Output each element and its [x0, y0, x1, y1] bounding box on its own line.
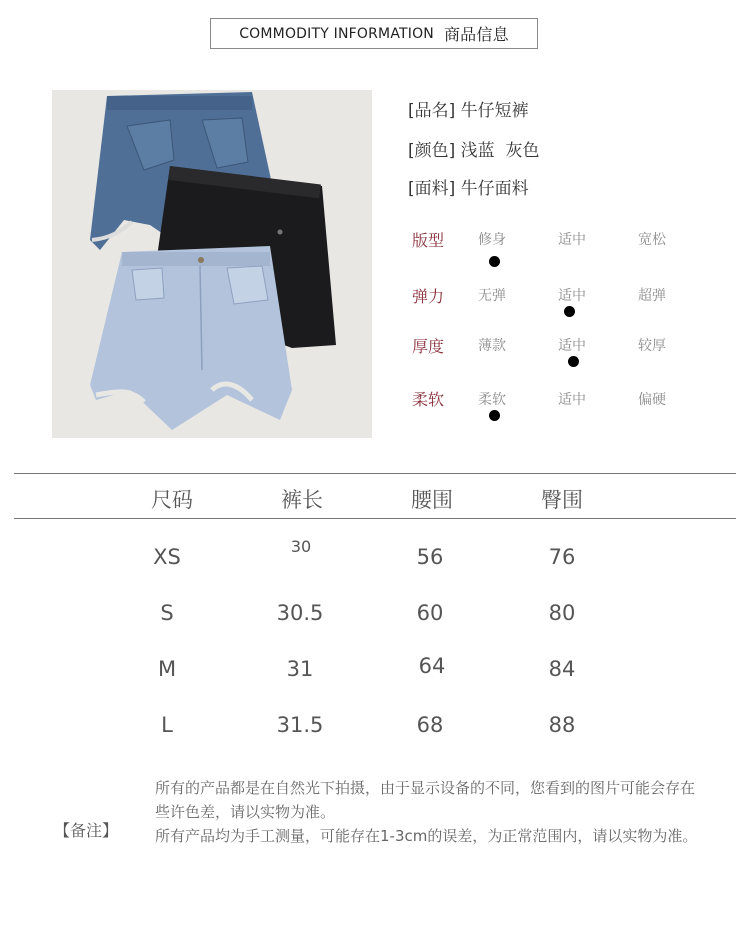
param-label-thickness: 厚度: [412, 337, 445, 356]
note-text-2: 所有产品均为手工测量，可能存在1-3cm的误差，为正常范围内，请以实物为准。: [155, 827, 698, 845]
param-elasticity-indicator-dot: [564, 306, 575, 317]
color-value: 浅蓝 灰色: [460, 141, 540, 161]
info-fabric: [408, 174, 529, 199]
param-thickness-option-2: 较厚: [638, 338, 666, 354]
cell-length: 30: [290, 537, 312, 556]
header-title-cn: 商品信息: [443, 25, 509, 44]
size-table-header-hip: 臀围: [541, 488, 583, 512]
param-elasticity-option-2: 超弹: [638, 288, 666, 304]
info-product-name: [408, 96, 529, 121]
product-photo: [52, 90, 372, 438]
cell-length: 31: [286, 657, 314, 681]
cell-hip: 84: [548, 657, 576, 681]
param-softness-indicator-dot: [489, 410, 500, 421]
commodity-info-header: [210, 18, 538, 49]
cell-length: 30.5: [276, 601, 324, 625]
cell-size: M: [157, 657, 177, 681]
table-header-rule: [14, 518, 736, 519]
param-elasticity-option-1: 适中: [558, 288, 586, 304]
param-fit-option-0: 修身: [478, 232, 506, 248]
cell-size: XS: [153, 545, 181, 569]
param-softness-option-1: 适中: [558, 392, 586, 408]
cell-waist: 68: [416, 713, 444, 737]
param-thickness-option-0: 薄款: [478, 338, 506, 354]
param-softness-option-0: 柔软: [478, 392, 506, 408]
cell-size: L: [161, 713, 173, 737]
table-top-rule: [14, 473, 736, 474]
param-softness-option-2: 偏硬: [638, 392, 666, 408]
param-fit-option-2: 宽松: [638, 232, 666, 248]
cell-length: 31.5: [276, 713, 324, 737]
name-label: [品名]: [408, 101, 456, 121]
size-table-header-waist: 腰围: [411, 488, 453, 512]
cell-hip: 88: [548, 713, 576, 737]
cell-waist: 64: [418, 654, 446, 678]
fabric-value: 牛仔面料: [460, 179, 529, 199]
param-elasticity-option-0: 无弹: [478, 288, 506, 304]
param-label-softness: 柔软: [412, 390, 445, 409]
note-text-1: 所有的产品都是在自然光下拍摄，由于显示设备的不同，您看到的图片可能会存在些许色差，请以实物为准。: [155, 779, 696, 821]
name-value: 牛仔短裤: [460, 101, 529, 121]
cell-hip: 76: [548, 545, 576, 569]
color-label: [颜色]: [408, 141, 456, 161]
param-fit-option-1: 适中: [558, 232, 586, 248]
cell-waist: 60: [416, 601, 444, 625]
param-label-elasticity: 弹力: [412, 287, 445, 306]
header-title-en: COMMODITY INFORMATION: [239, 25, 434, 42]
param-thickness-indicator-dot: [568, 356, 579, 367]
cell-waist: 56: [416, 545, 444, 569]
param-thickness-option-1: 适中: [558, 338, 586, 354]
note-label: 【备注】: [54, 821, 119, 840]
size-table-header-length: 裤长: [281, 488, 323, 512]
size-table-header-size: 尺码: [151, 488, 193, 512]
denim-shorts-illustration: [52, 90, 372, 438]
cell-hip: 80: [548, 601, 576, 625]
param-label-fit: 版型: [412, 231, 445, 250]
cell-size: S: [160, 601, 174, 625]
param-fit-indicator-dot: [489, 256, 500, 267]
fabric-label: [面料]: [408, 179, 456, 199]
info-color: [408, 136, 539, 161]
